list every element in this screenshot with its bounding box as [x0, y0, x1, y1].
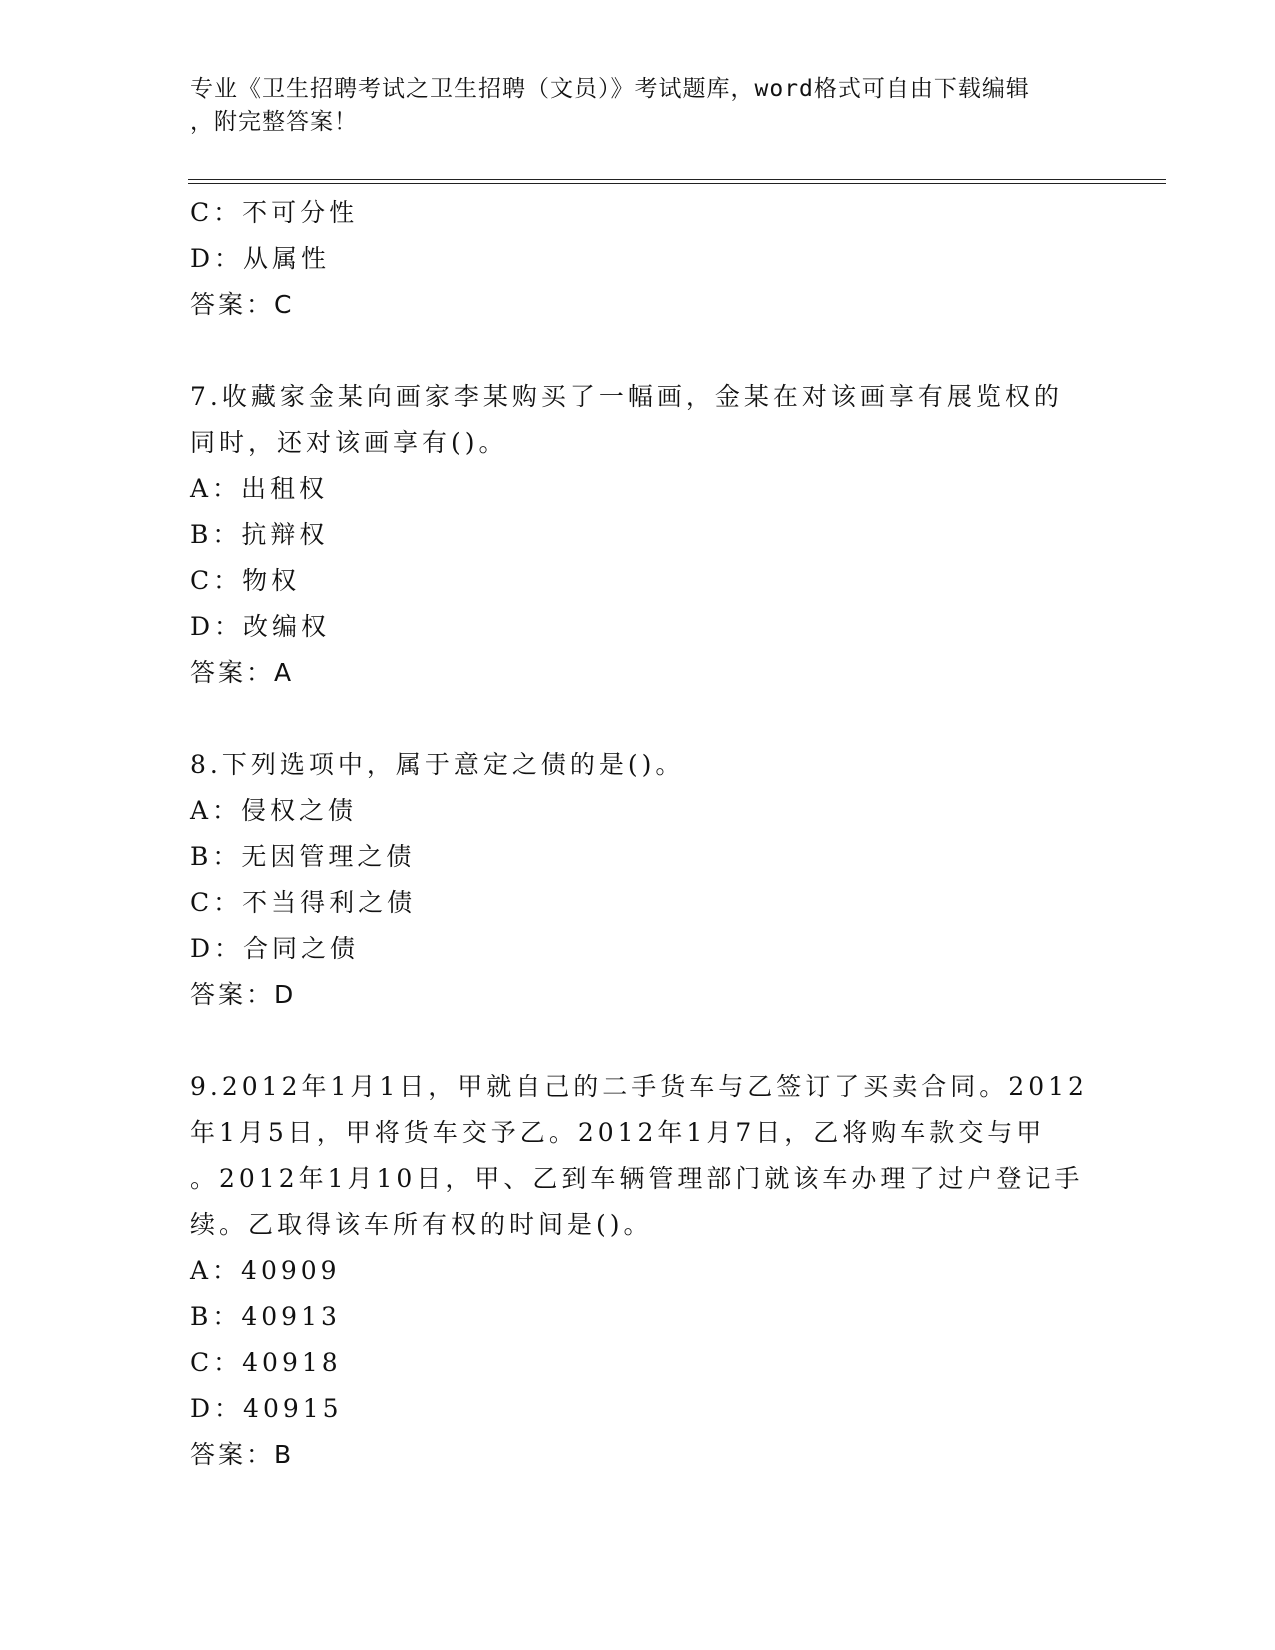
option-a: A：侵权之债 — [190, 796, 358, 825]
question-stem: 年1月5日，甲将货车交予乙。2012年1月7日，乙将购车款交与甲 — [190, 1118, 1046, 1147]
question-stem: 7.收藏家金某向画家李某购买了一幅画，金某在对该画享有展览权的 — [190, 382, 1063, 411]
question-stem: 。2012年1月10日，甲、乙到车辆管理部门就该车办理了过户登记手 — [190, 1164, 1084, 1193]
question-stem: 9.2012年1月1日，甲就自己的二手货车与乙签订了买卖合同。2012 — [190, 1072, 1088, 1101]
header-line-2: ，附完整答案！ — [190, 109, 358, 135]
header-divider-top — [188, 179, 1166, 180]
option-a: A：40909 — [190, 1256, 341, 1285]
option-c: C：40918 — [190, 1348, 342, 1377]
question-stem: 8.下列选项中，属于意定之债的是()。 — [190, 750, 685, 779]
answer: 答案：B — [190, 1440, 295, 1469]
header-divider-bottom — [188, 183, 1166, 184]
option-d: D：合同之债 — [190, 934, 360, 963]
spacer — [190, 1018, 1090, 1064]
answer: 答案：D — [190, 980, 297, 1009]
option-b: B：无因管理之债 — [190, 842, 416, 871]
question-9 — [190, 1064, 1090, 1478]
question-7 — [190, 374, 1090, 696]
question-stem: 同时，还对该画享有()。 — [190, 428, 508, 457]
option-a: A：出租权 — [190, 474, 329, 503]
header-line-1: 专业《卫生招聘考试之卫生招聘（文员）》考试题库，word格式可自由下载编辑 — [190, 76, 1030, 102]
question-6-tail — [190, 190, 1090, 328]
option-c: C：物权 — [190, 566, 301, 595]
document-header — [190, 73, 1070, 139]
option-d: D：改编权 — [190, 612, 331, 641]
answer: 答案：A — [190, 658, 295, 687]
spacer — [190, 328, 1090, 374]
option-d: D：从属性 — [190, 244, 331, 273]
spacer — [190, 696, 1090, 742]
question-8 — [190, 742, 1090, 1018]
option-d: D：40915 — [190, 1394, 343, 1423]
question-content — [190, 190, 1090, 1478]
question-stem: 续。乙取得该车所有权的时间是()。 — [190, 1210, 653, 1239]
answer: 答案：C — [190, 290, 295, 319]
option-c: C：不当得利之债 — [190, 888, 417, 917]
option-c: C：不可分性 — [190, 198, 359, 227]
option-b: B：抗辩权 — [190, 520, 329, 549]
option-b: B：40913 — [190, 1302, 341, 1331]
